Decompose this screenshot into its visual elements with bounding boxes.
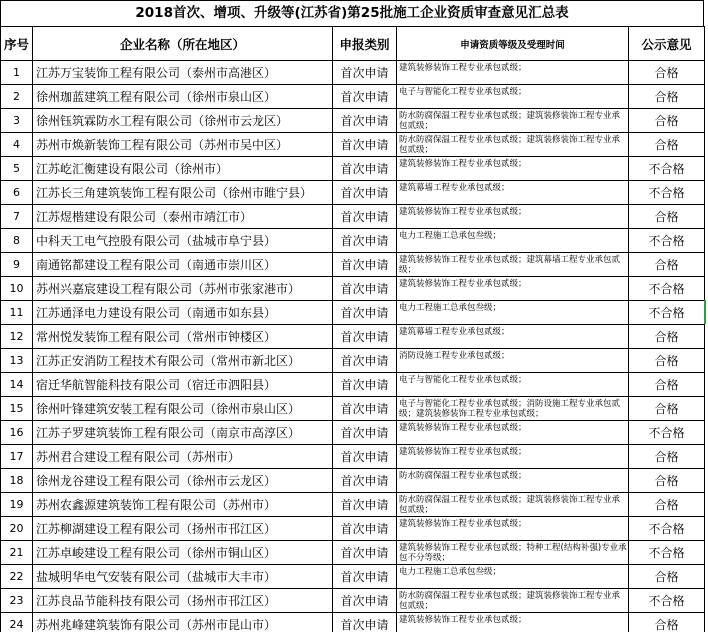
cell-type[interactable]: 首次申请 <box>333 565 397 589</box>
table-row <box>1 421 705 445</box>
cell-company[interactable]: 徐州珈蓝建筑工程有限公司（徐州市泉山区） <box>33 85 333 109</box>
cell-qualification[interactable]: 电力工程施工总承包叁级； <box>397 565 629 589</box>
cell-company[interactable]: 苏州兴嘉宸建设工程有限公司（苏州市张家港市） <box>33 277 333 301</box>
cell-opinion[interactable]: 合格 <box>629 109 705 133</box>
table-body <box>1 61 705 632</box>
cell-opinion[interactable]: 不合格 <box>629 157 705 181</box>
cell-qualification[interactable]: 电力工程施工总承包叁级； <box>397 229 629 253</box>
cell-num[interactable]: 23 <box>1 589 33 613</box>
header-num[interactable]: 序号 <box>1 27 33 61</box>
cell-qualification[interactable]: 电力工程施工总承包叁级； <box>397 301 629 325</box>
cell-type[interactable]: 首次申请 <box>333 325 397 349</box>
table-row <box>1 517 705 541</box>
cell-num[interactable]: 19 <box>1 493 33 517</box>
cell-opinion[interactable]: 合格 <box>629 613 705 632</box>
cell-type[interactable]: 首次申请 <box>333 517 397 541</box>
cell-company[interactable]: 江苏屹汇衡建设有限公司（徐州市） <box>33 157 333 181</box>
table-row <box>1 373 705 397</box>
table-row <box>1 61 705 85</box>
table-row <box>1 301 705 325</box>
cell-num[interactable]: 10 <box>1 277 33 301</box>
cell-num[interactable]: 4 <box>1 133 33 157</box>
cell-qualification[interactable]: 建筑幕墙工程专业承包贰级； <box>397 325 629 349</box>
cell-qualification[interactable]: 防水防腐保温工程专业承包贰级；建筑装修装饰工程专业承包贰级； <box>397 133 629 157</box>
cell-qualification[interactable]: 建筑装修装饰工程专业承包贰级； <box>397 157 629 181</box>
cell-opinion[interactable]: 不合格 <box>629 589 705 613</box>
cell-type[interactable]: 首次申请 <box>333 205 397 229</box>
cell-num[interactable]: 17 <box>1 445 33 469</box>
table-row <box>1 469 705 493</box>
cell-type[interactable]: 首次申请 <box>333 421 397 445</box>
table-row <box>1 445 705 469</box>
cell-qualification[interactable]: 建筑装修装饰工程专业承包贰级； <box>397 61 629 85</box>
cell-company[interactable]: 苏州农鑫源建筑装饰工程有限公司（苏州市） <box>33 493 333 517</box>
cell-opinion[interactable]: 合格 <box>629 469 705 493</box>
table-title: 2018首次、增项、升级等(江苏省)第25批施工企业资质审查意见汇总表 <box>0 0 704 26</box>
cell-type[interactable]: 首次申请 <box>333 277 397 301</box>
cell-opinion[interactable]: 不合格 <box>629 301 705 325</box>
cell-company[interactable]: 常州悦发装饰工程有限公司（常州市钟楼区） <box>33 325 333 349</box>
cell-company[interactable]: 江苏煜楷建设有限公司（泰州市靖江市） <box>33 205 333 229</box>
cell-type[interactable]: 首次申请 <box>333 541 397 565</box>
cell-company[interactable]: 江苏卓峻建设工程有限公司（徐州市铜山区） <box>33 541 333 565</box>
table-row <box>1 157 705 181</box>
cell-opinion[interactable]: 不合格 <box>629 421 705 445</box>
cell-opinion[interactable]: 不合格 <box>629 541 705 565</box>
table-row <box>1 493 705 517</box>
cell-opinion[interactable]: 合格 <box>629 445 705 469</box>
cell-qualification[interactable]: 电子与智能化工程专业承包贰级； <box>397 85 629 109</box>
cell-qualification[interactable]: 建筑幕墙工程专业承包贰级； <box>397 181 629 205</box>
qualification-table <box>0 26 705 632</box>
cell-opinion[interactable]: 合格 <box>629 85 705 109</box>
cell-company[interactable]: 南通铭都建设工程有限公司（南通市崇川区） <box>33 253 333 277</box>
cell-type[interactable]: 首次申请 <box>333 349 397 373</box>
cell-num[interactable]: 22 <box>1 565 33 589</box>
cell-type[interactable]: 首次申请 <box>333 589 397 613</box>
cell-type[interactable]: 首次申请 <box>333 301 397 325</box>
cell-opinion[interactable]: 不合格 <box>629 517 705 541</box>
cell-opinion[interactable]: 不合格 <box>629 277 705 301</box>
table-row <box>1 253 705 277</box>
cell-num[interactable]: 16 <box>1 421 33 445</box>
table-row <box>1 397 705 421</box>
cell-qualification[interactable]: 建筑装修装饰工程专业承包贰级； <box>397 613 629 632</box>
cell-qualification[interactable]: 建筑装修装饰工程专业承包贰级； <box>397 421 629 445</box>
cell-qualification[interactable]: 消防设施工程专业承包贰级； <box>397 349 629 373</box>
cell-qualification[interactable]: 建筑装修装饰工程专业承包贰级； <box>397 205 629 229</box>
header-row <box>1 27 705 61</box>
cell-num[interactable]: 12 <box>1 325 33 349</box>
cell-type[interactable]: 首次申请 <box>333 469 397 493</box>
cell-num[interactable]: 8 <box>1 229 33 253</box>
header-opinion[interactable]: 公示意见 <box>629 27 705 61</box>
cell-num[interactable]: 21 <box>1 541 33 565</box>
cell-opinion[interactable]: 合格 <box>629 133 705 157</box>
cell-num[interactable]: 3 <box>1 109 33 133</box>
cell-qualification[interactable]: 防水防腐保温工程专业承包贰级； <box>397 469 629 493</box>
header-type[interactable]: 申报类别 <box>333 27 397 61</box>
table-row <box>1 229 705 253</box>
header-company[interactable]: 企业名称（所在地区） <box>33 27 333 61</box>
cell-type[interactable]: 首次申请 <box>333 445 397 469</box>
table-row <box>1 613 705 632</box>
cell-opinion[interactable]: 合格 <box>629 397 705 421</box>
cell-company[interactable]: 江苏柳湖建设工程有限公司（扬州市邗江区） <box>33 517 333 541</box>
cell-num[interactable]: 2 <box>1 85 33 109</box>
cell-type[interactable]: 首次申请 <box>333 373 397 397</box>
cell-opinion[interactable]: 不合格 <box>629 181 705 205</box>
table-row <box>1 133 705 157</box>
cell-type[interactable]: 首次申请 <box>333 229 397 253</box>
cell-qualification[interactable]: 建筑装修装饰工程专业承包贰级； <box>397 517 629 541</box>
cell-company[interactable]: 江苏长三角建筑装饰工程有限公司（徐州市睢宁县） <box>33 181 333 205</box>
cell-company[interactable]: 盐城明华电气安装有限公司（盐城市大丰市） <box>33 565 333 589</box>
selection-edge-marker <box>704 300 706 324</box>
cell-type[interactable]: 首次申请 <box>333 109 397 133</box>
cell-type[interactable]: 首次申请 <box>333 181 397 205</box>
cell-company[interactable]: 江苏子罗建筑装饰工程有限公司（南京市高淳区） <box>33 421 333 445</box>
cell-type[interactable]: 首次申请 <box>333 133 397 157</box>
cell-type[interactable]: 首次申请 <box>333 157 397 181</box>
cell-num[interactable]: 14 <box>1 373 33 397</box>
cell-opinion[interactable]: 合格 <box>629 565 705 589</box>
cell-num[interactable]: 5 <box>1 157 33 181</box>
table-row <box>1 349 705 373</box>
cell-company[interactable]: 江苏通泽电力建设有限公司（南通市如东县） <box>33 301 333 325</box>
cell-num[interactable]: 11 <box>1 301 33 325</box>
cell-num[interactable]: 20 <box>1 517 33 541</box>
cell-qualification[interactable]: 电子与智能化工程专业承包贰级；消防设施工程专业承包贰级；建筑装修装饰工程专业承包贰级； <box>397 397 629 421</box>
cell-company[interactable]: 徐州叶锋建筑安装工程有限公司（徐州市泉山区） <box>33 397 333 421</box>
cell-num[interactable]: 1 <box>1 61 33 85</box>
cell-num[interactable]: 13 <box>1 349 33 373</box>
cell-num[interactable]: 15 <box>1 397 33 421</box>
table-row <box>1 325 705 349</box>
table-row <box>1 181 705 205</box>
table-row <box>1 565 705 589</box>
cell-opinion[interactable]: 合格 <box>629 373 705 397</box>
cell-company[interactable]: 徐州龙谷建设工程有限公司（徐州市云龙区） <box>33 469 333 493</box>
cell-company[interactable]: 江苏万宝装饰工程有限公司（泰州市高港区） <box>33 61 333 85</box>
cell-company[interactable]: 江苏良品节能科技有限公司（扬州市邗江区） <box>33 589 333 613</box>
cell-type[interactable]: 首次申请 <box>333 397 397 421</box>
cell-qualification[interactable]: 防水防腐保温工程专业承包贰级；建筑装修装饰工程专业承包贰级； <box>397 589 629 613</box>
cell-opinion[interactable]: 合格 <box>629 205 705 229</box>
cell-num[interactable]: 24 <box>1 613 33 632</box>
cell-company[interactable]: 苏州兆峰建筑装饰有限公司（苏州市昆山市） <box>33 613 333 632</box>
cell-type[interactable]: 首次申请 <box>333 613 397 632</box>
table-row <box>1 205 705 229</box>
cell-num[interactable]: 6 <box>1 181 33 205</box>
cell-type[interactable]: 首次申请 <box>333 493 397 517</box>
cell-qualification[interactable]: 建筑装修装饰工程专业承包贰级； <box>397 445 629 469</box>
cell-opinion[interactable]: 合格 <box>629 253 705 277</box>
cell-opinion[interactable]: 合格 <box>629 61 705 85</box>
cell-qualification[interactable]: 建筑装修装饰工程专业承包贰级；建筑幕墙工程专业承包贰级； <box>397 253 629 277</box>
table-row <box>1 85 705 109</box>
table-row <box>1 589 705 613</box>
cell-company[interactable]: 徐州钰筑霖防水工程有限公司（徐州市云龙区） <box>33 109 333 133</box>
cell-qualification[interactable]: 防水防腐保温工程专业承包贰级；建筑装修装饰工程专业承包贰级； <box>397 493 629 517</box>
cell-company[interactable]: 中科天工电气控股有限公司（盐城市阜宁县） <box>33 229 333 253</box>
table-row <box>1 541 705 565</box>
cell-opinion[interactable]: 不合格 <box>629 229 705 253</box>
cell-type[interactable]: 首次申请 <box>333 253 397 277</box>
cell-company[interactable]: 苏州市焕新装饰工程有限公司（苏州市吴中区） <box>33 133 333 157</box>
cell-company[interactable]: 江苏正安消防工程技术有限公司（常州市新北区） <box>33 349 333 373</box>
cell-opinion[interactable]: 合格 <box>629 349 705 373</box>
cell-qualification[interactable]: 防水防腐保温工程专业承包贰级；建筑装修装饰工程专业承包贰级； <box>397 109 629 133</box>
header-qualification[interactable]: 申请资质等级及受理时间 <box>397 27 629 61</box>
cell-type[interactable]: 首次申请 <box>333 85 397 109</box>
cell-qualification[interactable]: 建筑装修装饰工程专业承包贰级；特种工程(结构补强)专业承包不分等级； <box>397 541 629 565</box>
cell-num[interactable]: 9 <box>1 253 33 277</box>
cell-company[interactable]: 宿迁华航智能科技有限公司（宿迁市泗阳县） <box>33 373 333 397</box>
cell-type[interactable]: 首次申请 <box>333 61 397 85</box>
cell-opinion[interactable]: 合格 <box>629 493 705 517</box>
cell-opinion[interactable]: 合格 <box>629 325 705 349</box>
cell-qualification[interactable]: 建筑装修装饰工程专业承包贰级； <box>397 277 629 301</box>
table-row <box>1 109 705 133</box>
cell-company[interactable]: 苏州君合建设工程有限公司（苏州市） <box>33 445 333 469</box>
cell-qualification[interactable]: 电子与智能化工程专业承包贰级； <box>397 373 629 397</box>
table-row <box>1 277 705 301</box>
cell-num[interactable]: 7 <box>1 205 33 229</box>
cell-num[interactable]: 18 <box>1 469 33 493</box>
